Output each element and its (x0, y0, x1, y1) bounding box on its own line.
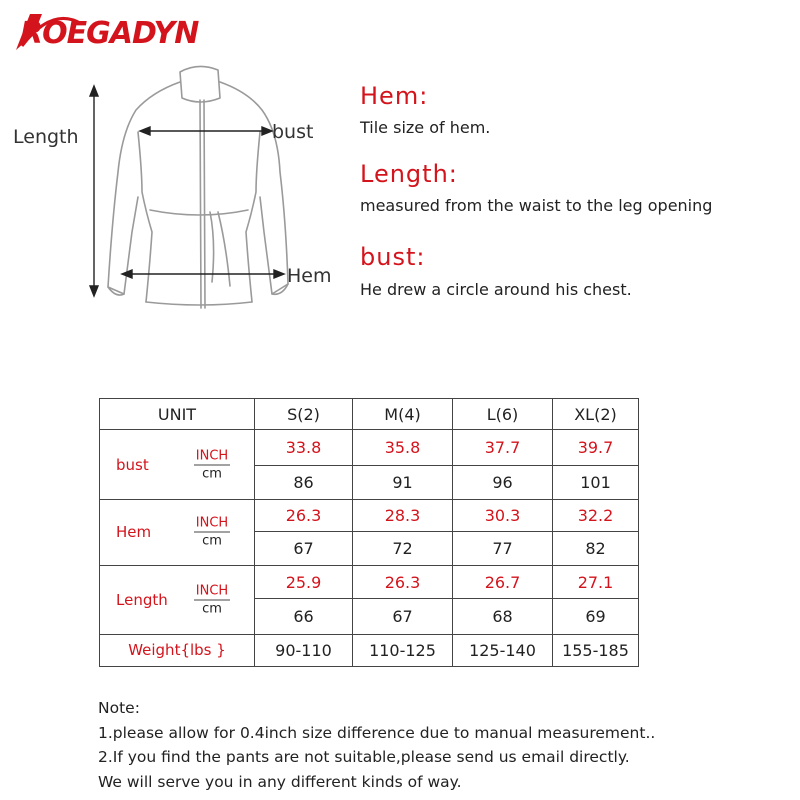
size-table (99, 398, 639, 667)
cell-inch: 33.8 (255, 430, 353, 465)
header-unit: UNIT (100, 399, 255, 430)
unit-stack (194, 448, 230, 481)
measure-name: Length (116, 590, 168, 609)
cell-inch: 37.7 (453, 430, 553, 465)
unit-cm: cm (202, 533, 222, 549)
cell-cm: 69 (553, 599, 639, 634)
cell-weight: 155-185 (553, 634, 639, 666)
cell-weight: 110-125 (353, 634, 453, 666)
def-title-length: Length: (360, 160, 458, 188)
notes-block (98, 696, 655, 794)
unit-inch: INCH (195, 515, 229, 531)
row-label-length (100, 565, 255, 634)
cell-cm: 67 (353, 599, 453, 634)
cell-inch: 26.3 (353, 565, 453, 598)
header-size: S(2) (255, 399, 353, 430)
table-row (100, 430, 639, 465)
unit-cm: cm (202, 466, 222, 482)
cell-inch: 32.2 (553, 500, 639, 532)
cell-cm: 86 (255, 465, 353, 499)
hem-label: Hem (287, 265, 332, 287)
def-title-hem: Hem: (360, 82, 429, 110)
cell-inch: 25.9 (255, 565, 353, 598)
cell-inch: 35.8 (353, 430, 453, 465)
unit-inch: INCH (195, 583, 229, 599)
unit-stack (194, 516, 230, 549)
unit-cm: cm (202, 601, 222, 617)
row-label-hem (100, 500, 255, 566)
note-line: 2.If you find the pants are not suitable,please send us email directly. (98, 748, 630, 766)
header-size: XL(2) (553, 399, 639, 430)
cell-cm: 91 (353, 465, 453, 499)
cell-inch: 27.1 (553, 565, 639, 598)
def-title-bust: bust: (360, 243, 426, 271)
table-header-row (100, 399, 639, 430)
measure-name: bust (116, 455, 149, 474)
table-row (100, 634, 639, 666)
cell-inch: 26.7 (453, 565, 553, 598)
cell-cm: 72 (353, 532, 453, 565)
cell-cm: 82 (553, 532, 639, 565)
row-label-bust (100, 430, 255, 500)
table-row (100, 500, 639, 532)
header-size: L(6) (453, 399, 553, 430)
unit-stack (194, 583, 230, 616)
cell-cm: 66 (255, 599, 353, 634)
cell-inch: 26.3 (255, 500, 353, 532)
header-size: M(4) (353, 399, 453, 430)
measure-name: Hem (116, 523, 152, 542)
cell-cm: 68 (453, 599, 553, 634)
brand-name: ROEGADYN (20, 16, 199, 51)
cell-cm: 77 (453, 532, 553, 565)
cell-weight: 90-110 (255, 634, 353, 666)
unit-inch: INCH (195, 448, 229, 464)
bust-label: bust (272, 121, 314, 143)
def-text-hem: Tile size of hem. (360, 118, 491, 137)
brand-logo (12, 6, 202, 56)
weight-label: Weight{lbs } (100, 634, 255, 666)
def-text-bust: He drew a circle around his chest. (360, 280, 632, 299)
def-text-length: measured from the waist to the leg opening (360, 196, 713, 215)
cell-weight: 125-140 (453, 634, 553, 666)
table-row (100, 565, 639, 598)
cell-inch: 30.3 (453, 500, 553, 532)
cell-cm: 67 (255, 532, 353, 565)
note-line: We will serve you in any different kinds of way. (98, 772, 462, 791)
cell-inch: 28.3 (353, 500, 453, 532)
cell-inch: 39.7 (553, 430, 639, 465)
note-line: 1.please allow for 0.4inch size difference due to manual measurement.. (98, 723, 656, 742)
cell-cm: 101 (553, 465, 639, 499)
note-heading: Note: (98, 699, 140, 717)
cell-cm: 96 (453, 465, 553, 499)
length-label: Length (13, 126, 79, 148)
